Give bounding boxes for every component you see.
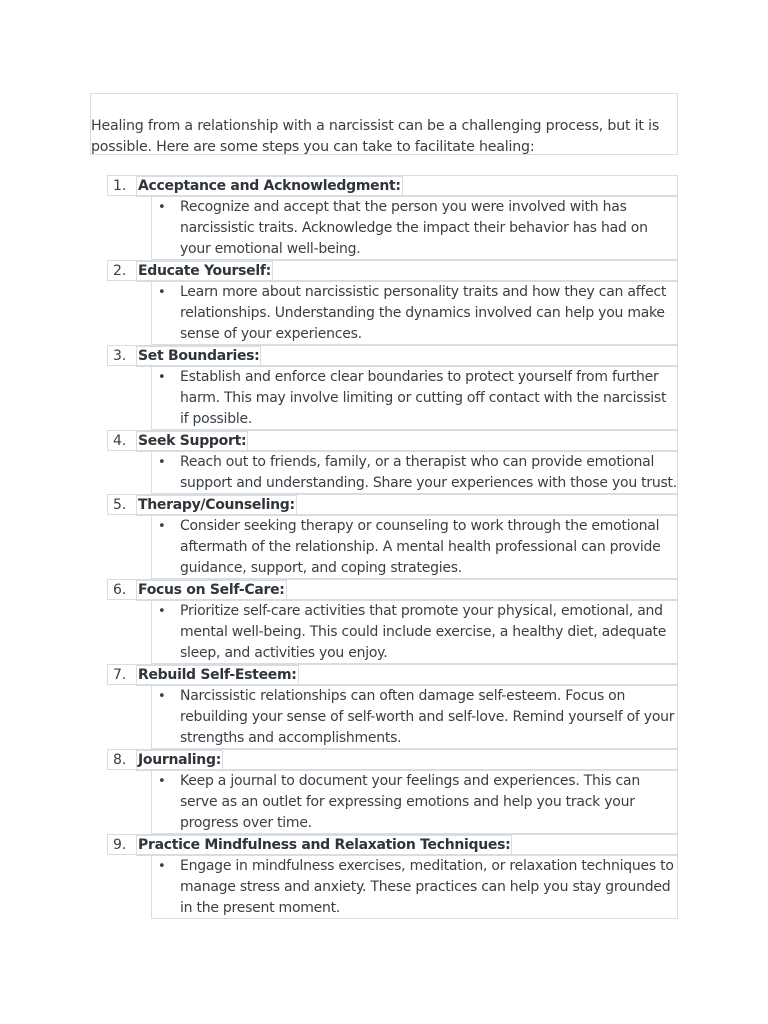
step-number: 9. bbox=[113, 837, 127, 853]
step-title: Journaling: bbox=[136, 750, 223, 771]
intro-paragraph: Healing from a relationship with a narcissist can be a challenging process, but it is possible. Here are some steps you can take to facilitate healing: bbox=[91, 118, 660, 155]
step-heading-row bbox=[107, 664, 678, 685]
bullet-dot-icon: • bbox=[158, 859, 166, 874]
step-item bbox=[107, 834, 678, 919]
step-heading-row bbox=[107, 260, 678, 281]
step-detail-text: Reach out to friends, family, or a therapist who can provide emotional support and understanding. Share your experiences with those you trust. bbox=[180, 454, 677, 491]
step-heading-row bbox=[107, 345, 678, 366]
step-number: 3. bbox=[113, 348, 127, 364]
step-detail-box bbox=[151, 685, 678, 749]
step-number: 1. bbox=[113, 178, 127, 194]
step-title: Focus on Self-Care: bbox=[136, 580, 287, 601]
step-heading-row bbox=[107, 834, 678, 855]
step-heading-row bbox=[107, 749, 678, 770]
step-item bbox=[107, 430, 678, 494]
step-detail-text: Learn more about narcissistic personality traits and how they can affect relationships. Understanding the dynamics involved can help you make sense of your experiences. bbox=[180, 284, 667, 342]
step-detail-text: Engage in mindfulness exercises, meditation, or relaxation techniques to manage stress and anxiety. These practices can help you stay grounded in the present moment. bbox=[180, 858, 674, 916]
step-detail-box bbox=[151, 600, 678, 664]
bullet-dot-icon: • bbox=[158, 455, 166, 470]
step-item bbox=[107, 664, 678, 749]
step-heading-row bbox=[107, 579, 678, 600]
bullet-dot-icon: • bbox=[158, 519, 166, 534]
bullet-dot-icon: • bbox=[158, 370, 166, 385]
step-item bbox=[107, 494, 678, 579]
step-detail-text: Consider seeking therapy or counseling to work through the emotional aftermath of the relationship. A mental health professional can provide guidance, support, and coping strategies. bbox=[180, 518, 661, 576]
step-number: 4. bbox=[113, 433, 127, 449]
step-detail-box bbox=[151, 366, 678, 430]
step-title: Set Boundaries: bbox=[136, 346, 261, 367]
bullet-dot-icon: • bbox=[158, 689, 166, 704]
step-title: Acceptance and Acknowledgment: bbox=[136, 176, 403, 197]
step-detail-text: Keep a journal to document your feelings and experiences. This can serve as an outlet for expressing emotions and help you track your progress over time. bbox=[180, 773, 640, 831]
bullet-dot-icon: • bbox=[158, 200, 166, 215]
step-title: Therapy/Counseling: bbox=[136, 495, 297, 516]
step-detail-box bbox=[151, 451, 678, 494]
step-number: 8. bbox=[113, 752, 127, 768]
step-heading-row bbox=[107, 175, 678, 196]
bullet-dot-icon: • bbox=[158, 285, 166, 300]
step-number: 7. bbox=[113, 667, 127, 683]
step-title: Seek Support: bbox=[136, 431, 248, 452]
step-number: 6. bbox=[113, 582, 127, 598]
step-item bbox=[107, 260, 678, 345]
step-detail-text: Prioritize self-care activities that promote your physical, emotional, and mental well-being. This could include exercise, a healthy diet, adequate sleep, and activities you enjoy. bbox=[180, 603, 667, 661]
step-number: 5. bbox=[113, 497, 127, 513]
step-title: Practice Mindfulness and Relaxation Techniques: bbox=[136, 835, 512, 856]
step-detail-box bbox=[151, 515, 678, 579]
bullet-dot-icon: • bbox=[158, 774, 166, 789]
bullet-dot-icon: • bbox=[158, 604, 166, 619]
step-detail-box bbox=[151, 281, 678, 345]
step-detail-box bbox=[151, 855, 678, 919]
step-title: Educate Yourself: bbox=[136, 261, 273, 282]
step-heading-row bbox=[107, 494, 678, 515]
step-detail-box bbox=[151, 770, 678, 834]
step-detail-text: Establish and enforce clear boundaries to protect yourself from further harm. This may involve limiting or cutting off contact with the narcissist if possible. bbox=[180, 369, 667, 427]
step-detail-text: Recognize and accept that the person you were involved with has narcissistic traits. Acknowledge the impact their behavior has had on your emotional well-being. bbox=[180, 199, 648, 257]
intro-box bbox=[90, 93, 678, 155]
step-detail-text: Narcissistic relationships can often damage self-esteem. Focus on rebuilding your sense of self-worth and self-love. Remind yourself of your strengths and accomplishments. bbox=[180, 688, 675, 746]
step-item bbox=[107, 579, 678, 664]
step-item bbox=[107, 345, 678, 430]
step-title: Rebuild Self-Esteem: bbox=[136, 665, 299, 686]
step-detail-box bbox=[151, 196, 678, 260]
step-item bbox=[107, 175, 678, 260]
step-item bbox=[107, 749, 678, 834]
healing-steps-list bbox=[107, 175, 678, 919]
step-heading-row bbox=[107, 430, 678, 451]
step-number: 2. bbox=[113, 263, 127, 279]
